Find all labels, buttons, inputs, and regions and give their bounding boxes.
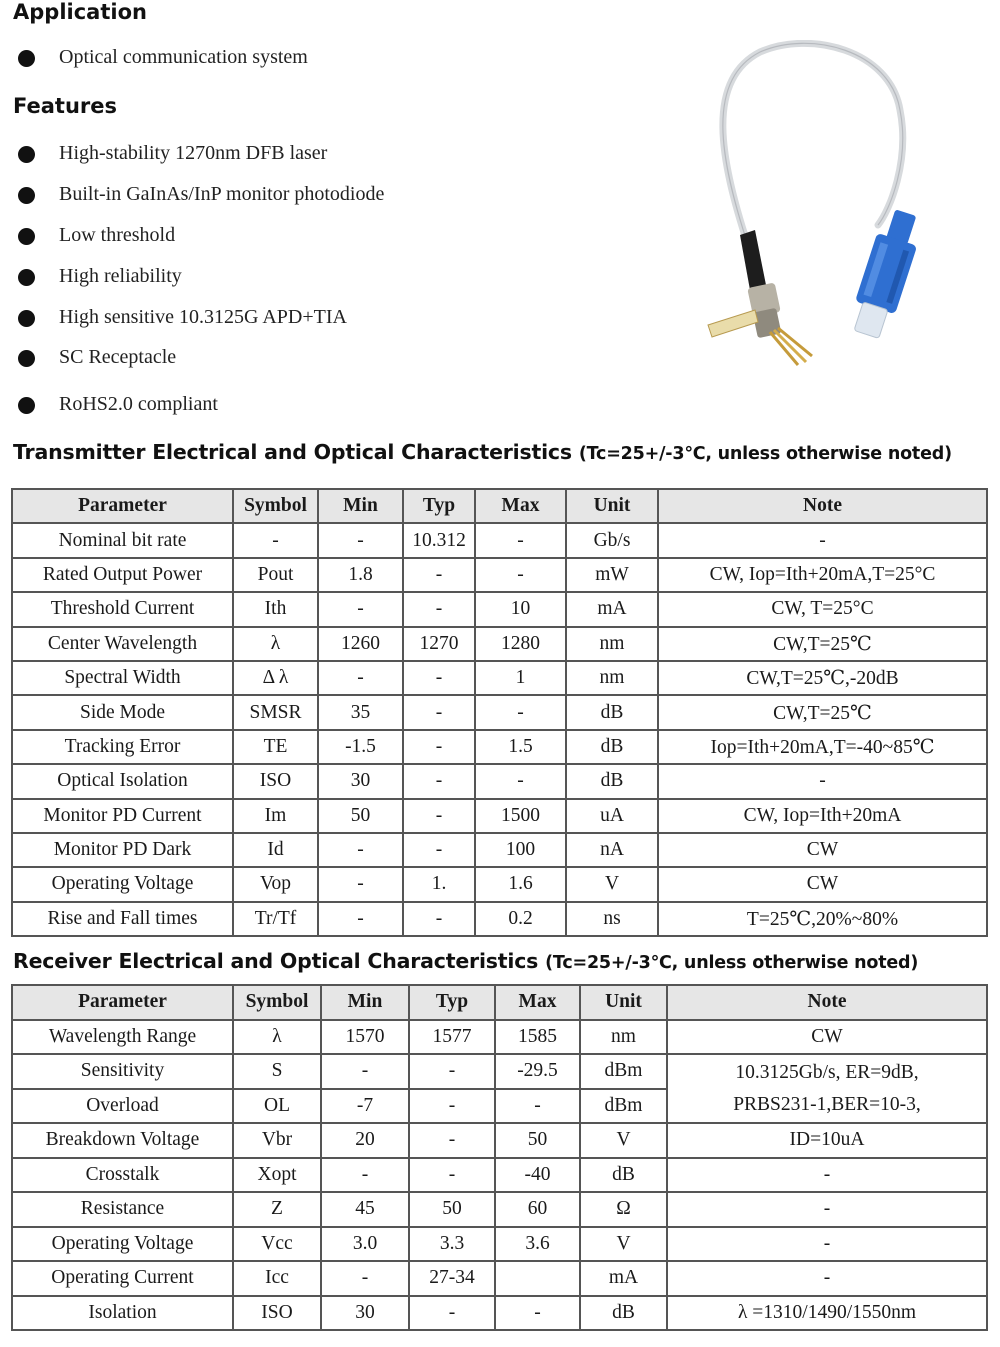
table-cell: - <box>475 695 566 729</box>
table-row <box>12 1054 987 1089</box>
table-cell: dB <box>580 1296 667 1331</box>
table-cell: 3.6 <box>495 1227 580 1262</box>
table-cell: CW,T=25℃ <box>658 627 987 661</box>
table-row <box>12 592 987 626</box>
table-cell: 1270 <box>403 627 475 661</box>
table-cell: - <box>495 1089 580 1124</box>
table-cell: dB <box>566 730 658 764</box>
table-cell: Resistance <box>12 1192 233 1227</box>
table-row <box>12 764 987 798</box>
table-cell: dB <box>580 1158 667 1193</box>
table-cell: nm <box>580 1020 667 1055</box>
column-header: Note <box>658 489 987 523</box>
table-row <box>12 523 987 557</box>
table-cell: Tracking Error <box>12 730 233 764</box>
table-row <box>12 627 987 661</box>
table-cell: ID=10uA <box>667 1123 987 1158</box>
application-heading: Application <box>13 0 147 24</box>
table-cell: - <box>475 523 566 557</box>
table-cell: 45 <box>321 1192 409 1227</box>
table-cell: 0.2 <box>475 902 566 936</box>
table-cell: - <box>475 764 566 798</box>
table-cell: CW <box>658 867 987 901</box>
table-cell: Id <box>233 833 318 867</box>
table-cell: 30 <box>318 764 403 798</box>
table-cell: - <box>403 558 475 592</box>
table-row <box>12 730 987 764</box>
column-header: Max <box>495 985 580 1020</box>
table-row <box>12 1261 987 1296</box>
table-cell: Im <box>233 799 318 833</box>
table-cell: Xopt <box>233 1158 321 1193</box>
table-cell: CW,T=25℃,-20dB <box>658 661 987 695</box>
table-cell: - <box>318 661 403 695</box>
table-row <box>12 1158 987 1193</box>
table-cell: Nominal bit rate <box>12 523 233 557</box>
list-item-text: High reliability <box>59 265 182 287</box>
table-cell: 1260 <box>318 627 403 661</box>
table-cell: - <box>409 1158 495 1193</box>
table-cell: Ith <box>233 592 318 626</box>
column-header: Unit <box>580 985 667 1020</box>
table-cell: 1.8 <box>318 558 403 592</box>
table-cell: - <box>321 1054 409 1089</box>
table-cell: 50 <box>409 1192 495 1227</box>
table-cell: - <box>403 661 475 695</box>
column-header: Unit <box>566 489 658 523</box>
table-cell: 1. <box>403 867 475 901</box>
table-row <box>12 1192 987 1227</box>
table-cell: CW, Iop=Ith+20mA,T=25°C <box>658 558 987 592</box>
table-cell: Vbr <box>233 1123 321 1158</box>
table-cell: Breakdown Voltage <box>12 1123 233 1158</box>
table-row <box>12 695 987 729</box>
list-item-text: RoHS2.0 compliant <box>59 393 218 415</box>
transmitter-table-body <box>12 523 987 936</box>
optical-module-image <box>700 40 940 380</box>
table-cell: dB <box>566 764 658 798</box>
table-cell: Δ λ <box>233 661 318 695</box>
bullet-icon <box>18 269 35 286</box>
table-cell: CW,T=25℃ <box>658 695 987 729</box>
table-cell: Z <box>233 1192 321 1227</box>
table-cell: 1500 <box>475 799 566 833</box>
table-cell: 1570 <box>321 1020 409 1055</box>
table-cell: - <box>403 764 475 798</box>
table-cell: - <box>318 592 403 626</box>
table-cell: Iop=Ith+20mA,T=-40~85℃ <box>658 730 987 764</box>
table-cell: ISO <box>233 764 318 798</box>
table-cell: - <box>403 902 475 936</box>
table-cell: -40 <box>495 1158 580 1193</box>
table-cell: dBm <box>580 1089 667 1124</box>
table-cell: - <box>321 1261 409 1296</box>
table-cell: Monitor PD Dark <box>12 833 233 867</box>
table-cell: - <box>667 1192 987 1227</box>
table-cell: Wavelength Range <box>12 1020 233 1055</box>
table-cell: - <box>318 833 403 867</box>
table-cell: - <box>318 902 403 936</box>
table-cell: Gb/s <box>566 523 658 557</box>
table-cell: nA <box>566 833 658 867</box>
receiver-table-body <box>12 1020 987 1331</box>
table-cell: CW, T=25°C <box>658 592 987 626</box>
table-cell: mW <box>566 558 658 592</box>
table-cell: -1.5 <box>318 730 403 764</box>
table-cell: - <box>409 1089 495 1124</box>
table-cell: Threshold Current <box>12 592 233 626</box>
table-cell: - <box>658 523 987 557</box>
table-row <box>12 558 987 592</box>
table-cell: - <box>658 764 987 798</box>
transmitter-condition: (Tc=25+/-3℃, unless otherwise noted) <box>578 444 952 464</box>
table-cell: S <box>233 1054 321 1089</box>
table-cell: V <box>566 867 658 901</box>
bullet-icon <box>18 50 35 67</box>
table-cell: ns <box>566 902 658 936</box>
list-item-text: High sensitive 10.3125G APD+TIA <box>59 306 347 328</box>
table-cell: 100 <box>475 833 566 867</box>
table-cell: Optical Isolation <box>12 764 233 798</box>
table-cell: TE <box>233 730 318 764</box>
table-row <box>12 1296 987 1331</box>
table-cell: mA <box>580 1261 667 1296</box>
table-row <box>12 799 987 833</box>
bullet-icon <box>18 350 35 367</box>
table-cell: Operating Voltage <box>12 1227 233 1262</box>
table-cell: -7 <box>321 1089 409 1124</box>
table-cell: 3.0 <box>321 1227 409 1262</box>
column-header: Symbol <box>233 985 321 1020</box>
table-cell: 1.5 <box>475 730 566 764</box>
table-cell: 30 <box>321 1296 409 1331</box>
table-cell: λ <box>233 627 318 661</box>
merged-note-line: PRBS231-1,BER=10-3, <box>733 1093 921 1115</box>
table-cell: 60 <box>495 1192 580 1227</box>
list-item-text: Built-in GaInAs/InP monitor photodiode <box>59 183 385 205</box>
table-cell: 1585 <box>495 1020 580 1055</box>
table-cell: - <box>403 833 475 867</box>
table-cell: - <box>409 1054 495 1089</box>
list-item-text: High-stability 1270nm DFB laser <box>59 142 328 164</box>
list-item-text: SC Receptacle <box>59 346 177 368</box>
table-cell: T=25℃,20%~80% <box>658 902 987 936</box>
table-cell: 10 <box>475 592 566 626</box>
table-cell: λ <box>233 1020 321 1055</box>
table-cell: Tr/Tf <box>233 902 318 936</box>
table-row <box>12 833 987 867</box>
bullet-icon <box>18 228 35 245</box>
table-cell: CW, Iop=Ith+20mA <box>658 799 987 833</box>
table-cell: - <box>667 1158 987 1193</box>
table-cell: 1577 <box>409 1020 495 1055</box>
table-cell: Spectral Width <box>12 661 233 695</box>
table-cell: 1.6 <box>475 867 566 901</box>
table-cell: dB <box>566 695 658 729</box>
receiver-condition: (Tc=25+/-3℃, unless otherwise noted) <box>545 953 919 973</box>
table-cell: 50 <box>495 1123 580 1158</box>
table-cell: - <box>403 730 475 764</box>
transmitter-table <box>11 488 988 937</box>
table-cell: ISO <box>233 1296 321 1331</box>
table-cell: 50 <box>318 799 403 833</box>
table-cell: Monitor PD Current <box>12 799 233 833</box>
table-cell: OL <box>233 1089 321 1124</box>
table-cell: Rated Output Power <box>12 558 233 592</box>
merged-note-line: 10.3125Gb/s, ER=9dB, <box>735 1061 919 1083</box>
column-header: Parameter <box>12 489 233 523</box>
table-cell: - <box>403 592 475 626</box>
table-cell <box>495 1261 580 1296</box>
list-item-text: Low threshold <box>59 224 176 246</box>
table-cell: - <box>667 1261 987 1296</box>
table-row <box>12 867 987 901</box>
table-cell: -29.5 <box>495 1054 580 1089</box>
table-cell: λ =1310/1490/1550nm <box>667 1296 987 1331</box>
table-row <box>12 1227 987 1262</box>
table-cell: Isolation <box>12 1296 233 1331</box>
table-cell: Operating Voltage <box>12 867 233 901</box>
table-cell: - <box>318 523 403 557</box>
table-cell: - <box>409 1123 495 1158</box>
table-cell: 10.312 <box>403 523 475 557</box>
table-cell: 20 <box>321 1123 409 1158</box>
table-row <box>12 902 987 936</box>
column-header: Min <box>321 985 409 1020</box>
table-cell: mA <box>566 592 658 626</box>
table-row <box>12 1020 987 1055</box>
transmitter-section-title <box>13 440 952 464</box>
table-cell: V <box>580 1123 667 1158</box>
table-cell: nm <box>566 661 658 695</box>
table-cell: 1280 <box>475 627 566 661</box>
table-cell: - <box>667 1227 987 1262</box>
column-header: Note <box>667 985 987 1020</box>
features-heading: Features <box>13 94 117 118</box>
table-cell: 1 <box>475 661 566 695</box>
table-cell: SMSR <box>233 695 318 729</box>
table-cell: Sensitivity <box>12 1054 233 1089</box>
table-cell: Vcc <box>233 1227 321 1262</box>
table-row <box>12 1123 987 1158</box>
table-cell: nm <box>566 627 658 661</box>
column-header: Typ <box>403 489 475 523</box>
receiver-title: Receiver Electrical and Optical Characteristics <box>13 949 539 973</box>
table-cell: - <box>321 1158 409 1193</box>
table-cell: Ω <box>580 1192 667 1227</box>
receiver-section-title <box>13 949 918 973</box>
table-cell: - <box>318 867 403 901</box>
table-cell: Center Wavelength <box>12 627 233 661</box>
table-cell: - <box>495 1296 580 1331</box>
table-header-row <box>12 985 987 1020</box>
table-cell: - <box>233 523 318 557</box>
table-cell: CW <box>667 1020 987 1055</box>
bullet-icon <box>18 310 35 327</box>
bullet-icon <box>18 187 35 204</box>
table-cell: uA <box>566 799 658 833</box>
table-cell: Pout <box>233 558 318 592</box>
table-cell: - <box>475 558 566 592</box>
bullet-icon <box>18 146 35 163</box>
table-cell: 3.3 <box>409 1227 495 1262</box>
table-cell: Icc <box>233 1261 321 1296</box>
merged-note-cell <box>667 1054 987 1123</box>
column-header: Max <box>475 489 566 523</box>
table-cell: - <box>403 695 475 729</box>
table-cell: CW <box>658 833 987 867</box>
transmitter-title: Transmitter Electrical and Optical Characteristics <box>13 440 572 464</box>
bullet-icon <box>18 397 35 414</box>
table-cell: Operating Current <box>12 1261 233 1296</box>
table-header-row <box>12 489 987 523</box>
table-row <box>12 661 987 695</box>
table-cell: Vop <box>233 867 318 901</box>
table-cell: 35 <box>318 695 403 729</box>
table-cell: 27-34 <box>409 1261 495 1296</box>
column-header: Symbol <box>233 489 318 523</box>
list-item-text: Optical communication system <box>59 46 308 68</box>
table-cell: - <box>403 799 475 833</box>
table-cell: - <box>409 1296 495 1331</box>
table-cell: Crosstalk <box>12 1158 233 1193</box>
receiver-table <box>11 984 988 1331</box>
table-cell: V <box>580 1227 667 1262</box>
table-cell: Overload <box>12 1089 233 1124</box>
column-header: Typ <box>409 985 495 1020</box>
column-header: Min <box>318 489 403 523</box>
table-cell: Rise and Fall times <box>12 902 233 936</box>
column-header: Parameter <box>12 985 233 1020</box>
table-cell: Side Mode <box>12 695 233 729</box>
table-cell: dBm <box>580 1054 667 1089</box>
